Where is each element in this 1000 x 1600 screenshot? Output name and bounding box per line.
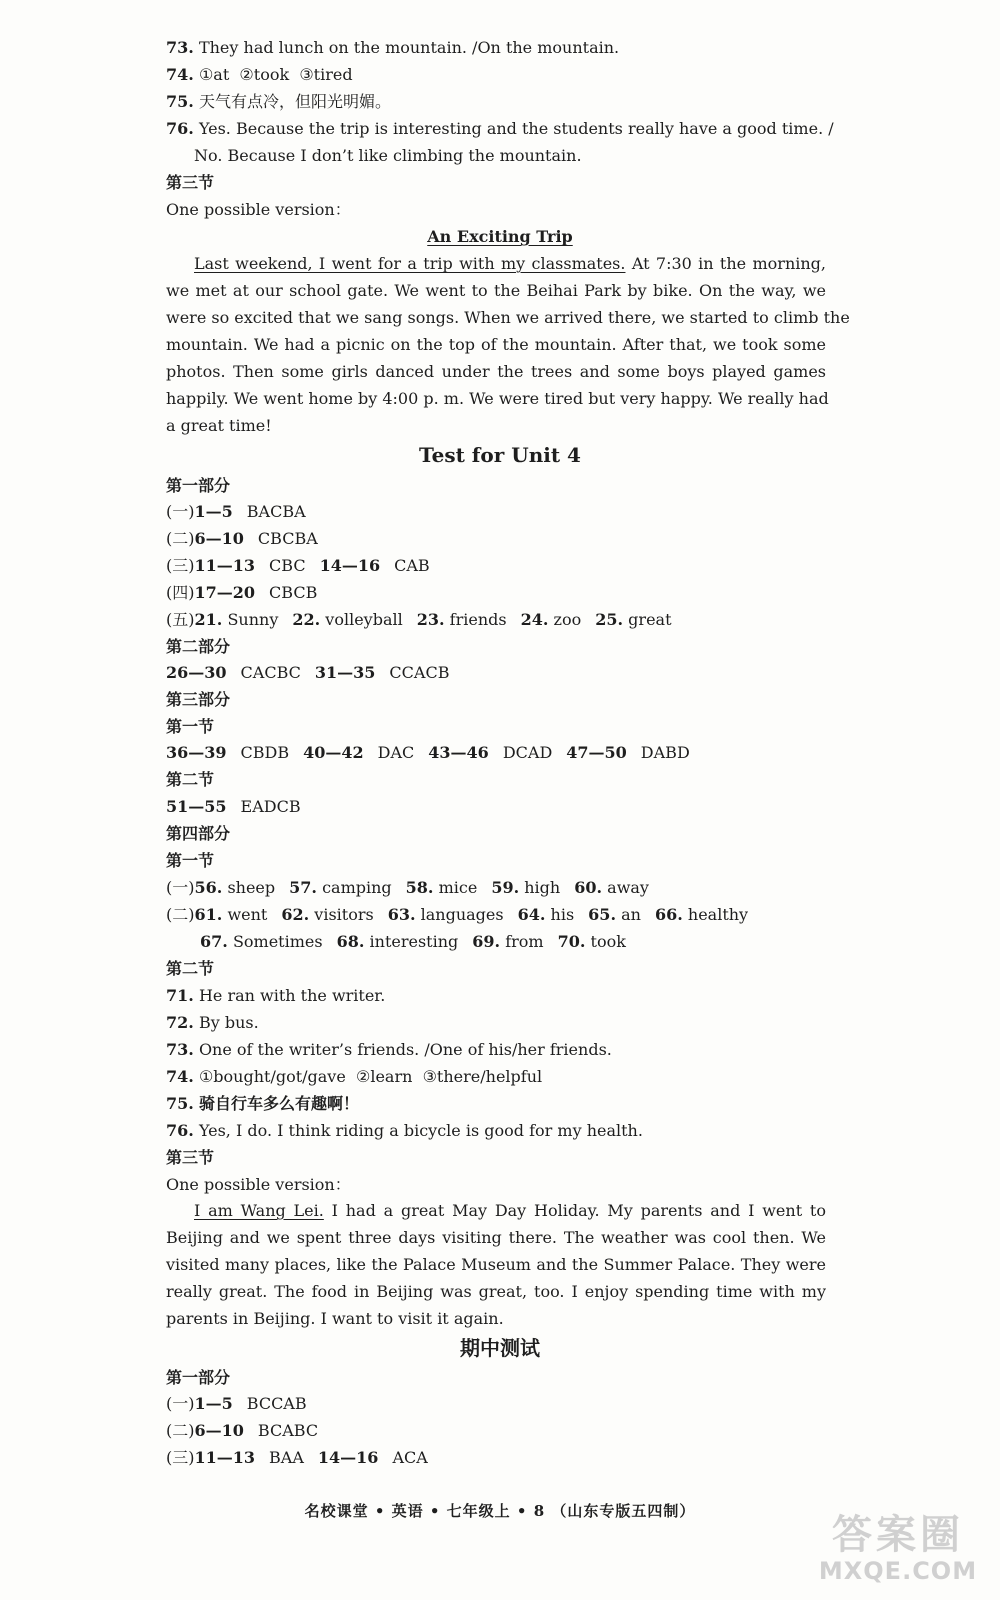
- essay-line: really great. The food in Beijing was great, too. I enjoy spending time with my: [166, 1282, 826, 1301]
- answer-row: (三)11—13 BAA 14—16 ACA: [166, 1448, 428, 1467]
- part-heading: 第一部分: [166, 1368, 231, 1387]
- part-heading: 第三部分: [166, 690, 231, 709]
- essay-line: a great time!: [166, 416, 272, 435]
- section-heading: 第三节: [166, 1148, 215, 1167]
- section-heading: 第一节: [166, 717, 215, 736]
- answer-row: (五)21. Sunny 22. volleyball 23. friends 24. zoo 25. great: [166, 610, 672, 629]
- essay-line: parents in Beijing. I want to visit it again.: [166, 1309, 504, 1328]
- answer-76-continued: No. Because I don’t like climbing the mountain.: [194, 146, 582, 165]
- section-heading: 第一节: [166, 851, 215, 870]
- essay-underlined-start: Last weekend, I went for a trip with my classmates.: [194, 254, 626, 273]
- section-heading: 第二节: [166, 770, 215, 789]
- essay-line: happily. We went home by 4:00 p. m. We were tired but very happy. We really had: [166, 389, 829, 408]
- answer-row: (四)17—20 CBCB: [166, 583, 318, 602]
- part-heading: 第一部分: [166, 476, 231, 495]
- watermark-logo: 答案圈 MXQE.COM: [818, 1512, 978, 1585]
- essay-line: photos. Then some girls danced under the trees and some boys played games: [166, 362, 826, 381]
- section-heading: 第二节: [166, 959, 215, 978]
- essay-line: Beijing and we spent three days visiting there. The weather was cool then. We: [166, 1228, 826, 1247]
- essay-line: Last weekend, I went for a trip with my classmates. At 7:30 in the morning,: [194, 254, 826, 273]
- answer-71: 71. He ran with the writer.: [166, 986, 386, 1005]
- section-title-unit4: Test for Unit 4: [419, 443, 581, 467]
- essay-title: An Exciting Trip: [427, 227, 573, 246]
- sample-version-label: One possible version：: [166, 200, 351, 219]
- answer-74: 74. ①at ②took ③tired: [166, 65, 353, 84]
- answer-row: 26—30 CACBC 31—35 CCACB: [166, 663, 450, 682]
- answer-row: (三)11—13 CBC 14—16 CAB: [166, 556, 430, 575]
- essay-line: visited many places, like the Palace Museum and the Summer Palace. They were: [166, 1255, 826, 1274]
- answer-73: 73. They had lunch on the mountain. /On the mountain.: [166, 38, 620, 57]
- answer-76: 76. Yes. Because the trip is interesting and the students really have a good time. /: [166, 119, 834, 138]
- answer-row: (二)6—10 BCABC: [166, 1421, 319, 1440]
- section-title-midterm: 期中测试: [460, 1336, 540, 1360]
- section-heading: 第三节: [166, 173, 215, 192]
- answer-75: 75. 骑自行车多么有趣啊！: [166, 1094, 359, 1113]
- sample-version-label: One possible version：: [166, 1175, 351, 1194]
- answer-75: 75. 天气有点冷，但阳光明媚。: [166, 92, 391, 111]
- answer-row: 67. Sometimes 68. interesting 69. from 70. took: [200, 932, 626, 951]
- answer-row: 36—39 CBDB 40—42 DAC 43—46 DCAD 47—50 DABD: [166, 743, 690, 762]
- answer-row: (一)1—5 BACBA: [166, 502, 306, 521]
- essay-line: we met at our school gate. We went to the Beihai Park by bike. On the way, we: [166, 281, 826, 300]
- answer-row: (一)1—5 BCCAB: [166, 1394, 307, 1413]
- essay-line: I am Wang Lei. I had a great May Day Holiday. My parents and I went to: [194, 1201, 826, 1220]
- part-heading: 第四部分: [166, 824, 231, 843]
- answer-74: 74. ①bought/got/gave ②learn ③there/helpful: [166, 1067, 543, 1086]
- answer-72: 72. By bus.: [166, 1013, 259, 1032]
- answer-76: 76. Yes, I do. I think riding a bicycle is good for my health.: [166, 1121, 643, 1140]
- answer-row: 51—55 EADCB: [166, 797, 301, 816]
- answer-row: (二)6—10 CBCBA: [166, 529, 318, 548]
- page-footer: 名校课堂 • 英语 • 七年级上 • 8 （山东专版五四制）: [304, 1502, 696, 1520]
- essay-line: mountain. We had a picnic on the top of the mountain. After that, we took some: [166, 335, 826, 354]
- essay-line: were so excited that we sang songs. When we arrived there, we started to climb the: [166, 308, 850, 327]
- part-heading: 第二部分: [166, 637, 231, 656]
- answer-row: (二)61. went 62. visitors 63. languages 64. his 65. an 66. healthy: [166, 905, 749, 924]
- answer-row: (一)56. sheep 57. camping 58. mice 59. high 60. away: [166, 878, 649, 897]
- essay-underlined-start: I am Wang Lei.: [194, 1201, 324, 1220]
- answer-73: 73. One of the writer’s friends. /One of his/her friends.: [166, 1040, 612, 1059]
